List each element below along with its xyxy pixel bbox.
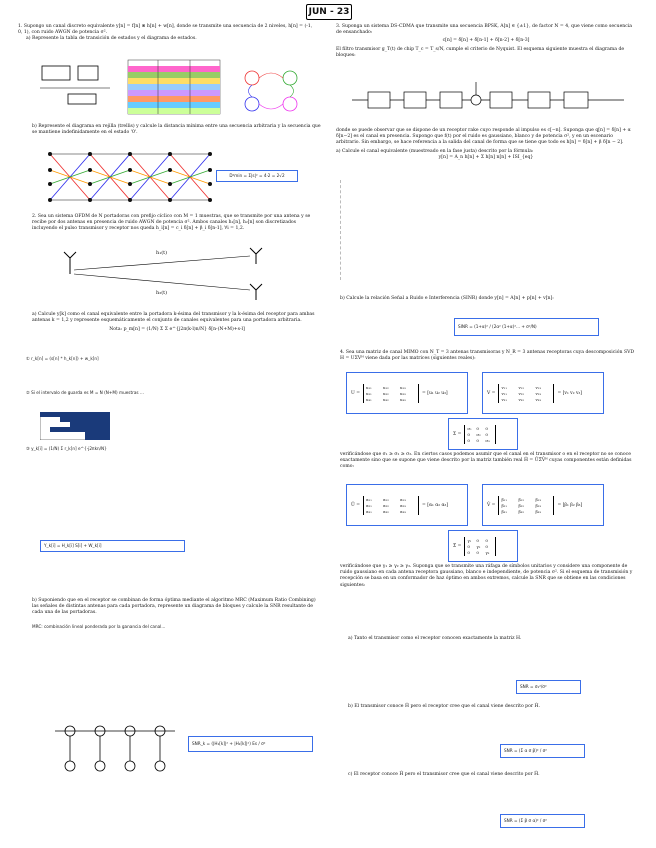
u-hat-entry: α₁₃ — [400, 496, 406, 502]
problem-3-filter: El filtro transmisor g_T(t) de chip T_c = T_s/N, cumple el criterio de Nyquist. El esquema siguiente muestra el diagrama de bloques: — [336, 46, 625, 58]
u-hat-entry: α₃₁ — [366, 508, 372, 514]
v-label: V = — [487, 390, 496, 396]
v-hat-entry: β₁₂ — [518, 496, 524, 502]
u-hat-columns: = [α₁ α₂ α₃] — [422, 502, 449, 508]
problem-3-work — [340, 180, 630, 290]
question-b-block — [348, 704, 636, 710]
sigma-entry: 0 — [467, 431, 470, 437]
problem-2-a-block — [32, 312, 322, 334]
snr-c-box: SNR = (Σ β σ α)² / σ² — [500, 814, 585, 828]
v-hat-entry: β₁₁ — [501, 496, 507, 502]
h1-label: h₁(t) — [156, 250, 168, 256]
question-b: b) El transmisor conoce Ĥ pero el receptor cree que el canal viene descrito por Ĥ. — [348, 704, 541, 709]
u-columns: = [u₁ u₂ u₃] — [422, 390, 448, 396]
sigma-entry: σ₂ — [476, 431, 481, 437]
problem-2-a: a) Calcule y[k] como el canal equivalente entre la portadora k-ésima del transmisor y la k-ésima del receptor para ambas antenas k = 1,2 y represente esquemáticamente el conjunto de canales equivalentes para una portadora arbitraria. — [32, 312, 315, 324]
u-entry: u₂₂ — [383, 390, 389, 396]
v-entry: v₃₁ — [501, 396, 507, 402]
step-2-text: ② Si el intervalo de guarda es M = N (N+M) muestras ... — [26, 390, 144, 395]
sigma-hat-entry: 0 — [485, 537, 488, 543]
snr-a-box: SNR = σ₁²/σ² — [516, 680, 581, 694]
v-entry: v₂₁ — [501, 390, 507, 396]
u-entry: u₃₁ — [366, 396, 372, 402]
sigma-entry: 0 — [476, 425, 479, 431]
sigma-hat-entry: 0 — [476, 537, 479, 543]
snr-result-box: SNR_k = (|H₁[k]|² + |H₂[k]|²) Es / σ² — [188, 736, 313, 752]
question-c-block — [348, 772, 636, 778]
u-hat-entry: α₂₃ — [400, 502, 406, 508]
problem-3-note: donde se puede observar que se dispone de un receptor rake cuyo responde al impulso es c[−n]. Suponga que q[n] = δ[n] + α δ[n−2] es el canal en presencia. Supongo que f(t) por el ruido es gaussiano, blanco y de potencia σ², y en un escenario arbitrario. Sin embargo, se hace referencia a la salida del canal de forma que se tiene que todo es h[n] = δ[n] + β δ[n − 2]. — [336, 128, 631, 146]
step-1-text: ① r_k[n] = (s[n] * h_k[n]) + w_k[n] — [26, 356, 99, 361]
problem-1-b-block — [32, 124, 322, 136]
state-graph — [245, 71, 297, 111]
v-hat-entry: β₂₁ — [501, 502, 507, 508]
u-entry: u₂₃ — [400, 390, 406, 396]
u-matrix-box — [346, 372, 468, 414]
step-3 — [26, 446, 316, 452]
question-a-block — [348, 636, 636, 642]
question-a: a) Tanto el transmisor como el receptor conocen exactamente la matriz H. — [348, 636, 522, 641]
sigma-hat-entry: 0 — [476, 549, 479, 555]
cdma-block-diagram — [348, 80, 628, 120]
u-hat-matrix-box — [346, 484, 468, 526]
v-hat-entry: β₃₃ — [535, 508, 541, 514]
u-hat-entry: α₂₂ — [383, 502, 389, 508]
u-hat-label: Û = — [351, 502, 360, 508]
problem-1-intro: 1. Supongo un canal discreto equivalente y[n] = f[n] ⊗ h[n] + w[n], donde se transmite una secuencia de 2 niveles, h[n] = (-1, 0, 1), con ruido AWGN de potencia σ². — [18, 24, 313, 36]
verify-2-block — [340, 564, 636, 589]
step-1 — [26, 356, 316, 362]
sigma-hat-entry: γ₁ — [467, 537, 472, 543]
v-hat-matrix-box — [482, 484, 604, 526]
v-entry: v₁₃ — [535, 384, 541, 390]
problem-4-intro-block — [340, 350, 636, 362]
u-entry: u₁₁ — [366, 384, 372, 390]
u-hat-entry: α₃₃ — [400, 508, 406, 514]
u-matrix — [363, 384, 419, 403]
u-entry: u₁₃ — [400, 384, 406, 390]
dmin-result-box: D²min = Σ|s|² = 4·2 = 2√2 — [216, 170, 298, 182]
state-diagram-figure — [40, 58, 320, 118]
problem-2-b-block — [32, 598, 322, 617]
step-3-text: ③ y_k[i] = (1/N) Σ r_k[n] e^{-j2πkn/N} — [26, 446, 107, 451]
sigma-matrix — [464, 425, 496, 444]
step-2 — [26, 390, 316, 396]
sigma-hat-entry: 0 — [467, 543, 470, 549]
u-hat-entry: α₁₁ — [366, 496, 372, 502]
v-entry: v₁₂ — [518, 384, 524, 390]
problem-3-body — [336, 128, 636, 161]
v-entry: v₃₃ — [535, 396, 541, 402]
sigma-entry: 0 — [485, 431, 488, 437]
problem-4-intro: 4. Sea una matriz de canal MIMO con N_T = 3 antenas transmisoras y N_R = 3 antenas receptoras cuya descomposición SVD H = UΣVᴴ viene dada por las matrices (siguientes reales): — [340, 350, 635, 362]
u-hat-entry: α₂₁ — [366, 502, 372, 508]
u-entry: u₃₃ — [400, 396, 406, 402]
mrc-note: MRC: combinación lineal ponderada por la ganancia del canal... — [32, 624, 166, 629]
problem-1-b: b) Represente el diagrama en rejilla (trellis) y calcule la distancia mínima entre una secuencia arbitraria y la secuencia que se mantiene indefinidamente en el estado '0'. — [32, 124, 321, 136]
v-hat-matrix — [498, 496, 554, 515]
antenna-diagram — [60, 244, 280, 304]
sigma-hat-matrix-box — [448, 530, 518, 562]
v-hat-entry: β₃₂ — [518, 508, 524, 514]
u-hat-entry: α₃₂ — [383, 508, 389, 514]
v-matrix-box — [482, 372, 604, 414]
v-entry: v₁₁ — [501, 384, 507, 390]
v-hat-columns: = [β₁ β₂ β₃] — [557, 502, 583, 508]
result-box: Y_k[i] = H_k[i] S[i] + W_k[i] — [40, 540, 185, 552]
dft-matrix-grid — [40, 412, 110, 440]
verify-2: verificándose que γ₁ ≥ γ₂ ≥ γ₃. Suponga que se transmite una ráfaga de símbolos unitarios y considere una componente de ruido gaussiano en cada antena receptora gaussiano, blanco e independiente, de potencia σ². Si el esquema de transmisión y recepción se basa en un conformador de haz óptimo en ambos extremos, calcule la SNR que se obtiene en las condiciones siguientes: — [340, 564, 633, 588]
sigma-entry: 0 — [485, 425, 488, 431]
v-entry: v₂₃ — [535, 390, 541, 396]
u-entry: u₁₂ — [383, 384, 389, 390]
sigma-hat-entry: 0 — [485, 543, 488, 549]
v-hat-label: V̂ = — [487, 502, 496, 508]
mrc-block-diagram — [50, 716, 180, 786]
sigma-hat-entry: γ₂ — [476, 543, 481, 549]
problem-3-b-block — [340, 296, 636, 302]
problem-2-b: b) Suponiendo que en el receptor se combinan de forma óptima mediante el algoritmo MRC (Maximum Ratio Combining) las señales de distintas antenas para cada portadora, represente un diagrama de bloques y calcule la SNR resultante de cada una de las portadoras. — [32, 598, 316, 616]
sigma-hat-matrix — [464, 537, 496, 556]
sigma-matrix-box — [448, 418, 518, 450]
v-entry: v₃₂ — [518, 396, 524, 402]
sigma-hat-entry: 0 — [467, 549, 470, 555]
transition-table — [128, 60, 220, 114]
sigma-entry: σ₃ — [485, 437, 490, 443]
sigma-label: Σ = — [453, 431, 462, 437]
verify-1-block — [340, 452, 636, 471]
question-c: c) El receptor conoce Ĥ pero el transmisor cree que el canal viene descrito por Ĥ. — [348, 772, 540, 777]
v-hat-entry: β₂₃ — [535, 502, 541, 508]
problem-2-intro: 2. Sea un sistema OFDM de N portadoras con prefijo cíclico con M = 1 muestras, que se transmite por una antena y se recibe por dos antenas en presencia de ruido AWGN de potencia σ². Ambos canales h₁[n], h₂[n] son discretizados incluyendo el pulso transmisor y receptor nos queda h_i[n] = c_i δ[n] + β_i δ[n-1], ∀i = 1,2. — [32, 214, 311, 232]
sigma-entry: 0 — [476, 437, 479, 443]
page-title: JUN - 23 — [306, 4, 352, 20]
left-column — [18, 24, 318, 43]
sigma-hat-label: Σ̂ = — [453, 543, 462, 549]
u-hat-entry: α₁₂ — [383, 496, 389, 502]
sigma-entry: 0 — [467, 437, 470, 443]
u-hat-matrix — [363, 496, 419, 515]
snr-b-box: SNR = (Σ α σ β)² / σ² — [500, 744, 585, 758]
u-label: U = — [351, 390, 360, 396]
problem-3-a-formula: y[n] = A_n h[n] + Σ h[n] n[n] + ISI_{eq} — [438, 154, 534, 160]
u-entry: u₃₂ — [383, 396, 389, 402]
v-matrix — [498, 384, 554, 403]
h2-label: h₂(t) — [156, 290, 168, 296]
note-formula: Nota: p_m[n] = (1/N) Σ Σ e^{j2π(k-l)n/N} δ[n-(N+M)+s-l] — [109, 327, 245, 333]
problem-3-a: a) Calcule el canal equivalente (muestreado en la fase justa) descrito por la fórmula: — [336, 148, 534, 154]
problem-3-intro: 3. Suponga un sistema DS-CDMA que transmite una secuencia BPSK, A[n] ∈ {±1}, de factor N = 4, que viene como secuencia de ensanchado: — [336, 24, 633, 36]
sigma-hat-entry: γ₃ — [485, 549, 490, 555]
v-hat-entry: β₂₂ — [518, 502, 524, 508]
v-hat-entry: β₁₃ — [535, 496, 541, 502]
sinr-result-box: SINR = (1+α)² / (2α² (1+α)²... + σ²/N) — [454, 318, 599, 336]
sigma-entry: σ₁ — [467, 425, 472, 431]
verify-1: verificándose que σ₁ ≥ σ₂ ≥ σ₃. En ciertos casos podemos asumir que el canal en el transmisor o en el receptor no se conoce exactamente sino que se supone que viene descrito por la matriz también real Ĥ = ÛΣ̂V̂ᴴ cuyas componentes están definidas como: — [340, 452, 632, 470]
problem-2-block — [32, 214, 322, 233]
spreading-sequence: c[n] = δ[n] + δ[n-1] + δ[n-2] + δ[n-3] — [442, 38, 530, 44]
problem-3-b: b) Calcule la relación Señal a Ruido e Interferencia (SINR) donde y[n] = A[n] + p[n] + v[n]: — [340, 296, 554, 301]
v-entry: v₂₂ — [518, 390, 524, 396]
problem-1-a: a) Represente la tabla de transición de estados y el diagrama de estados. — [26, 36, 197, 42]
v-hat-entry: β₃₁ — [501, 508, 507, 514]
u-entry: u₂₁ — [366, 390, 372, 396]
v-columns: = [v₁ v₂ v₃] — [557, 390, 583, 396]
right-column — [336, 24, 636, 59]
